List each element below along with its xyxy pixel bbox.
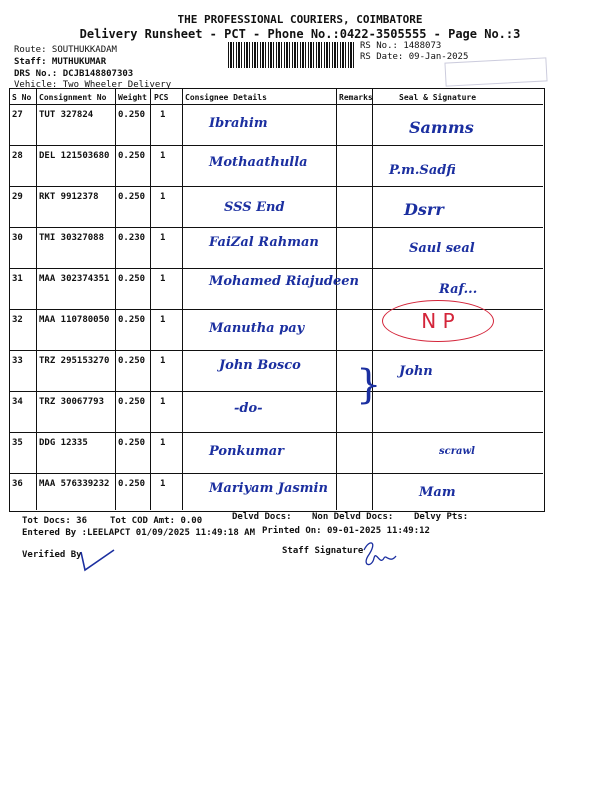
staff-label: Staff: MUTHUKUMAR xyxy=(14,57,107,67)
delvd-docs: Delvd Docs: xyxy=(232,512,292,522)
row-pcs: 1 xyxy=(160,192,166,202)
company-title: THE PROFESSIONAL COURIERS, COIMBATORE xyxy=(177,13,423,26)
row-consignment: TRZ 30067793 xyxy=(39,397,105,407)
row-consignee: Ponkumar xyxy=(209,444,285,459)
row-consignment: TUT 327824 xyxy=(39,110,94,120)
verified-by-label: Verified By xyxy=(22,550,82,560)
row-weight: 0.230 xyxy=(118,233,146,243)
row-pcs: 1 xyxy=(160,274,166,284)
row-consignment: MAA 110780050 xyxy=(39,315,110,325)
rs-date: RS Date: 09-Jan-2025 xyxy=(360,52,469,62)
col-consignee: Consignee Details xyxy=(185,93,267,102)
table-row xyxy=(9,227,543,269)
row-pcs: 1 xyxy=(160,315,166,325)
row-sno: 32 xyxy=(12,315,23,325)
vehicle-label: Vehicle: Two Wheeler Delivery xyxy=(14,80,172,90)
row-signature: P.m.Sadfi xyxy=(389,163,456,178)
table-row xyxy=(9,186,543,228)
tot-cod: Tot COD Amt: 0.00 xyxy=(110,516,203,526)
row-weight: 0.250 xyxy=(118,438,146,448)
row-consignee: Mohamed Riajudeen xyxy=(209,274,359,289)
brace-mark: } xyxy=(356,362,382,408)
non-delvd-docs: Non Delvd Docs: xyxy=(312,512,394,522)
runsheet-subtitle: Delivery Runsheet - PCT - Phone No.:0422-3505555 - Page No.:3 xyxy=(79,27,521,41)
faded-stamp xyxy=(444,57,547,86)
row-consignee: FaiZal Rahman xyxy=(209,235,319,250)
row-signature: Saul seal xyxy=(409,241,475,256)
row-consignment: MAA 576339232 xyxy=(39,479,110,489)
row-sno: 28 xyxy=(12,151,23,161)
verified-check-icon xyxy=(78,546,118,574)
row-weight: 0.250 xyxy=(118,274,146,284)
row-consignee: Mariyam Jasmin xyxy=(209,481,328,496)
table-row xyxy=(9,473,543,510)
row-consignment: DDG 12335 xyxy=(39,438,88,448)
table-row xyxy=(9,145,543,187)
row-signature: scrawl xyxy=(439,446,475,457)
row-consignment: TRZ 295153270 xyxy=(39,356,110,366)
row-pcs: 1 xyxy=(160,110,166,120)
row-sno: 33 xyxy=(12,356,23,366)
col-seal: Seal & Signature xyxy=(399,93,477,102)
row-signature: John xyxy=(399,364,433,379)
row-pcs: 1 xyxy=(160,356,166,366)
tot-docs: Tot Docs: 36 xyxy=(22,516,88,526)
row-weight: 0.250 xyxy=(118,315,146,325)
barcode xyxy=(228,42,356,68)
staff-signature-label: Staff Signature xyxy=(282,546,364,556)
row-weight: 0.250 xyxy=(118,397,146,407)
row-consignment: RKT 9912378 xyxy=(39,192,99,202)
row-consignee: Mothaathulla xyxy=(209,155,308,170)
row-weight: 0.250 xyxy=(118,110,146,120)
route-label: Route: SOUTHUKKADAM xyxy=(14,45,117,55)
drs-label: DRS No.: DCJB148807303 xyxy=(14,69,134,79)
row-pcs: 1 xyxy=(160,397,166,407)
row-consignee: Ibrahim xyxy=(209,116,268,131)
row-consignee: John Bosco xyxy=(219,358,301,373)
np-stamp: N P xyxy=(382,300,494,342)
row-pcs: 1 xyxy=(160,479,166,489)
rs-number: RS No.: 1488073 xyxy=(360,41,442,51)
row-weight: 0.250 xyxy=(118,192,146,202)
col-remarks: Remarks xyxy=(339,93,373,102)
staff-signature-scribble xyxy=(356,536,400,574)
row-pcs: 1 xyxy=(160,151,166,161)
row-sno: 35 xyxy=(12,438,23,448)
row-weight: 0.250 xyxy=(118,356,146,366)
row-sno: 34 xyxy=(12,397,23,407)
row-consignee: Manutha pay xyxy=(209,321,305,336)
row-consignee: -do- xyxy=(234,401,263,416)
table-header xyxy=(9,88,543,105)
row-sno: 27 xyxy=(12,110,23,120)
table-row xyxy=(9,104,543,146)
row-signature: Dsrr xyxy=(404,200,444,219)
row-sno: 29 xyxy=(12,192,23,202)
col-sno: S No xyxy=(12,93,32,102)
printed-on: Printed On: 09-01-2025 11:49:12 xyxy=(262,526,430,536)
row-signature: Samms xyxy=(409,118,474,137)
table-row xyxy=(9,391,543,433)
row-consignment: MAA 302374351 xyxy=(39,274,110,284)
col-consignment: Consignment No xyxy=(39,93,107,102)
row-consignment: DEL 121503680 xyxy=(39,151,110,161)
row-pcs: 1 xyxy=(160,438,166,448)
row-sno: 36 xyxy=(12,479,23,489)
col-weight: Weight xyxy=(118,93,147,102)
table-row xyxy=(9,350,543,392)
row-consignee: SSS End xyxy=(224,200,285,215)
table-row xyxy=(9,432,543,474)
row-sno: 30 xyxy=(12,233,23,243)
row-pcs: 1 xyxy=(160,233,166,243)
row-consignment: TMI 30327088 xyxy=(39,233,105,243)
entered-by: Entered By :LEELAPCT 01/09/2025 11:49:18 AM xyxy=(22,528,255,538)
row-weight: 0.250 xyxy=(118,151,146,161)
row-signature: Mam xyxy=(419,485,456,500)
row-weight: 0.250 xyxy=(118,479,146,489)
row-signature: Raf... xyxy=(439,282,478,297)
delvy-pts: Delvy Pts: xyxy=(414,512,469,522)
row-sno: 31 xyxy=(12,274,23,284)
col-pcs: PCS xyxy=(154,93,169,102)
